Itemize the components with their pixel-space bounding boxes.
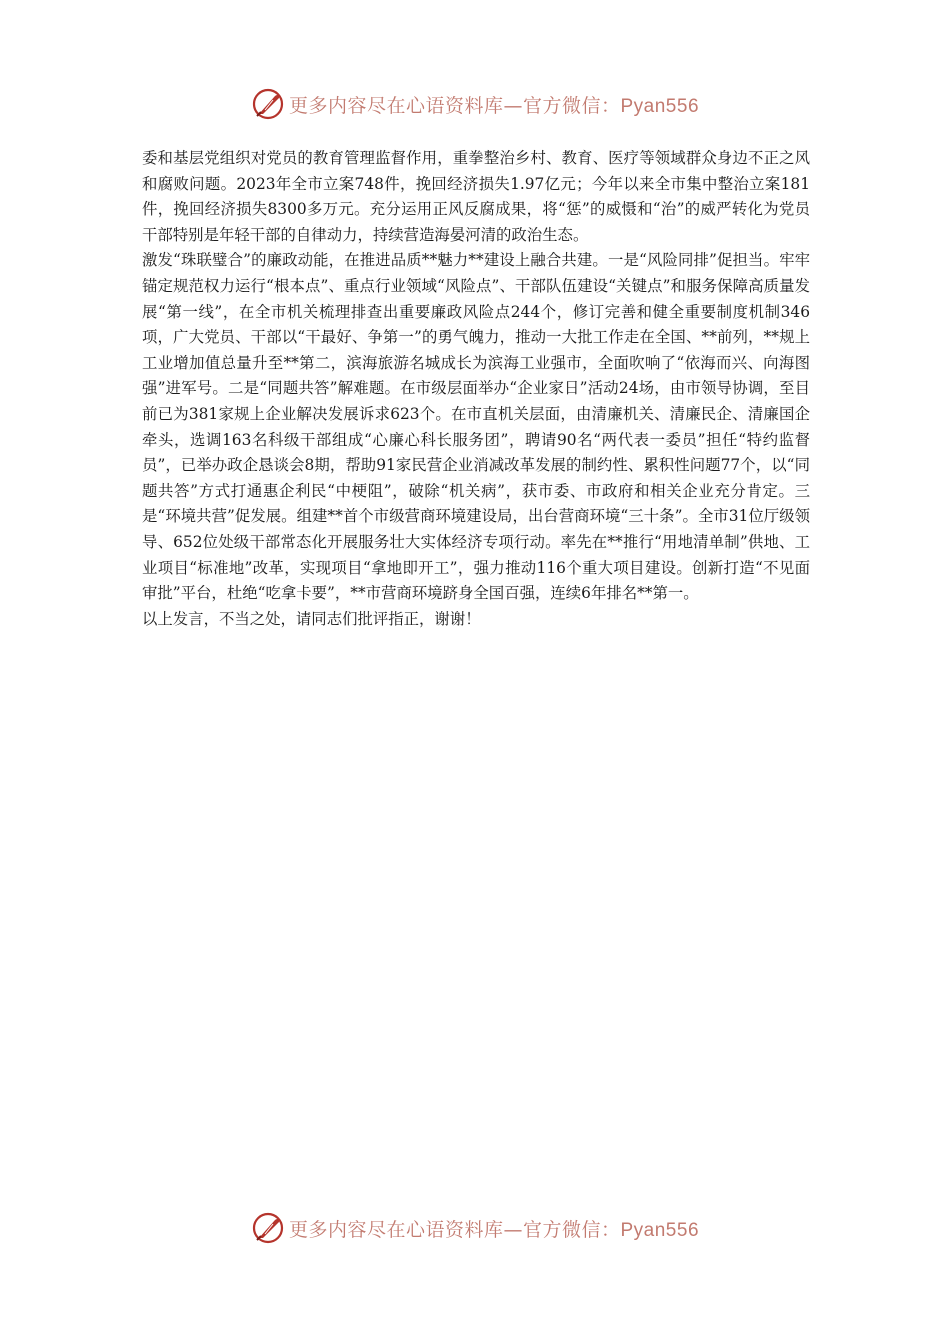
quill-pen-icon xyxy=(251,1211,285,1245)
header-banner-text xyxy=(289,91,699,118)
header-banner-main: 更多内容尽在心语资料库 xyxy=(288,94,504,117)
footer-banner-dash: — xyxy=(503,1218,523,1241)
header-banner xyxy=(0,84,950,124)
footer-banner-text xyxy=(289,1215,699,1242)
document-body xyxy=(142,146,810,632)
footer-banner-wechat: 官方微信：Pyan556 xyxy=(523,1219,700,1241)
paragraph-2: 激发“珠联璧合”的廉政动能，在推进品质**魅力**建设上融合共建。一是“风险同排”促担当。牢牢锚定规范权力运行“根本点”、重点行业领域“风险点”、干部队伍建设“关键点”和服务保障高质量发展“第一线”，在全市机关梳理排查出重要廉政风险点244个，修订完善和健全重要制度机制346项，广大党员、干部以“干最好、争第一”的勇气魄力，推动一大批工作走在全国、**前列，**规上工业增加值总量升至**第二，滨海旅游名城成长为滨海工业强市，全面吹响了“依海而兴、向海图强”进军号。二是“同题共答”解难题。在市级层面举办“企业家日”活动24场，由市领导协调，至目前已为381家规上企业解决发展诉求623个。在市直机关层面，由清廉机关、清廉民企、清廉国企牵头，选调163名科级干部组成“心廉心科长服务团”，聘请90名“两代表一委员”担任“特约监督员”，已举办政企恳谈会8期，帮助91家民营企业消减改革发展的制约性、累积性问题77个，以“同题共答”方式打通惠企利民“中梗阻”，破除“机关病”，获市委、市政府和相关企业充分肯定。三是“环境共营”促发展。组建**首个市级营商环境建设局，出台营商环境“三十条”。全市31位厅级领导、652位处级干部常态化开展服务壮大实体经济专项行动。率先在**推行“用地清单制”供地、工业项目“标准地”改革，实现项目“拿地即开工”，强力推动116个重大项目建设。创新打造“不见面审批”平台，杜绝“吃拿卡要”，**市营商环境跻身全国百强，连续6年排名**第一。 xyxy=(142,251,810,603)
paragraph-1: 委和基层党组织对党员的教育管理监督作用，重拳整治乡村、教育、医疗等领域群众身边不正之风和腐败问题。2023年全市立案748件，挽回经济损失1.97亿元；今年以来全市集中整治立案181件，挽回经济损失8300多万元。充分运用正风反腐成果，将“惩”的威慑和“治”的威严转化为党员干部特别是年轻干部的自律动力，持续营造海晏河清的政治生态。 xyxy=(142,149,810,244)
header-banner-dash: — xyxy=(503,94,523,117)
quill-pen-icon xyxy=(251,87,285,121)
footer-banner xyxy=(0,1208,950,1248)
paragraph-3: 以上发言，不当之处，请同志们批评指正，谢谢！ xyxy=(142,609,481,628)
header-banner-wechat: 官方微信：Pyan556 xyxy=(523,95,700,117)
footer-banner-main: 更多内容尽在心语资料库 xyxy=(288,1218,504,1241)
